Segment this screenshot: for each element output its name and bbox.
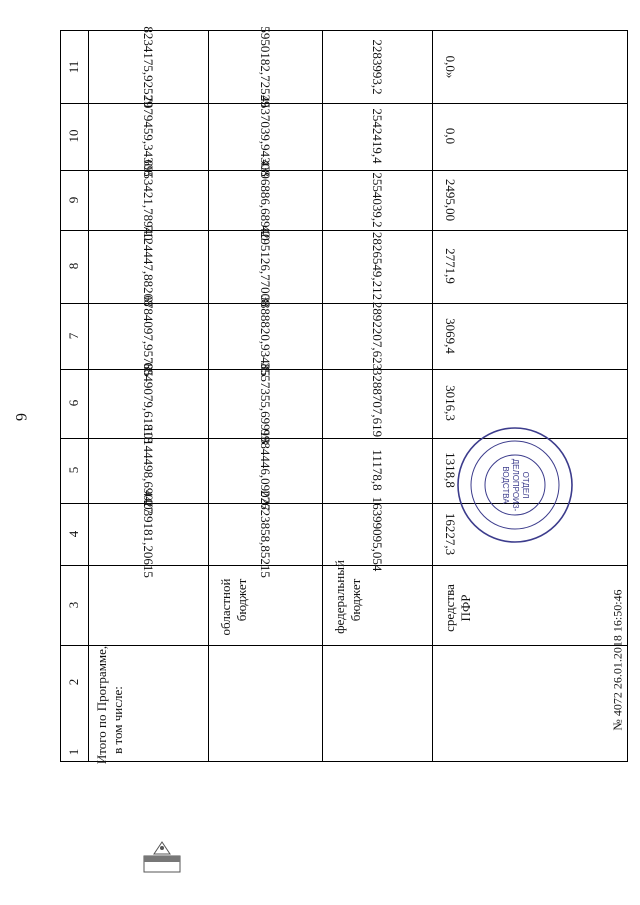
pfr-col10: 0,0 <box>443 127 458 145</box>
pfr-col4: 16227,3 <box>443 512 458 556</box>
pfr-col5: 1318,8 <box>443 452 458 488</box>
regional-col8: 4295126,77008 <box>258 225 273 307</box>
stamp-line-2: ДЕЛОПРОИЗ- <box>511 458 520 512</box>
total-col11: 8234175,92529 <box>141 26 156 108</box>
regional-col11: 5950182,72529 <box>258 26 273 108</box>
pfr-col8: 2771,9 <box>443 248 458 284</box>
regional-col10: 4537039,94308 <box>258 95 273 177</box>
federal-col11: 2283993,2 <box>370 39 385 95</box>
total-col5: 10144498,69027 <box>141 426 156 514</box>
federal-col5: 11178,8 <box>370 449 385 491</box>
federal-col10: 2542419,4 <box>370 108 385 164</box>
pfr-col9: 2495,00 <box>443 178 458 222</box>
pfr-col6: 3016,3 <box>443 385 458 421</box>
total-col10: 7079459,34308 <box>141 95 156 177</box>
pfr-label-line2: ПФР <box>458 594 473 622</box>
pfr-col7: 3069,4 <box>443 318 458 354</box>
regional-col6: 3557355,69918 <box>258 362 273 444</box>
regional-label-line1: областной <box>218 578 233 636</box>
total-col4: 44039181,20615 <box>141 490 156 578</box>
header-col-6: 6 <box>66 399 81 407</box>
regional-col9: 4396886,68940 <box>258 159 273 241</box>
header-col-1: 1 <box>66 748 81 756</box>
header-col-2: 2 <box>66 678 81 686</box>
header-col-3: 3 <box>66 601 81 609</box>
stamp-line-1: ОТДЕЛ <box>521 471 530 499</box>
total-col7: 6784097,95785 <box>141 295 156 377</box>
registry-logo <box>142 838 182 874</box>
header-col-8: 8 <box>66 262 81 270</box>
registration-footer: № 4072 26.01.2018 16:50:46 <box>610 589 625 731</box>
header-col-5: 5 <box>66 466 81 474</box>
federal-col9: 2554039,2 <box>370 172 385 228</box>
federal-col6: 3288707,619 <box>370 368 385 438</box>
total-col9: 6953421,78940 <box>141 159 156 241</box>
federal-col4: 16399095,054 <box>370 496 385 572</box>
total-col8: 7124447,88208 <box>141 225 156 307</box>
budget-table <box>60 26 628 765</box>
total-label-line2: в том числе: <box>110 686 125 754</box>
regional-col4: 27623858,85215 <box>258 490 273 578</box>
total-col6: 6849079,61818 <box>141 362 156 444</box>
total-label-line1: Итого по Программе, <box>94 645 109 765</box>
regional-col5: 9984446,09027 <box>258 429 273 511</box>
federal-label-line2: бюджет <box>348 578 363 622</box>
regional-label-line2: бюджет <box>234 578 249 622</box>
federal-label-line1: федеральный <box>332 560 347 634</box>
pfr-label-line1: средства <box>442 584 457 632</box>
header-col-7: 7 <box>66 332 81 340</box>
regional-col7: 3888820,93485 <box>258 295 273 377</box>
header-col-11: 11 <box>66 60 81 74</box>
header-col-4: 4 <box>66 530 81 538</box>
stamp-line-3: ВОДСТВА <box>501 466 510 504</box>
official-stamp <box>455 425 575 545</box>
header-col-9: 9 <box>66 196 81 204</box>
pfr-col11: 0,0» <box>443 55 458 79</box>
federal-col8: 2826549,212 <box>370 231 385 301</box>
page-number: 6 <box>12 413 29 421</box>
header-col-10: 10 <box>66 129 81 143</box>
federal-col7: 2892207,623 <box>370 301 385 371</box>
